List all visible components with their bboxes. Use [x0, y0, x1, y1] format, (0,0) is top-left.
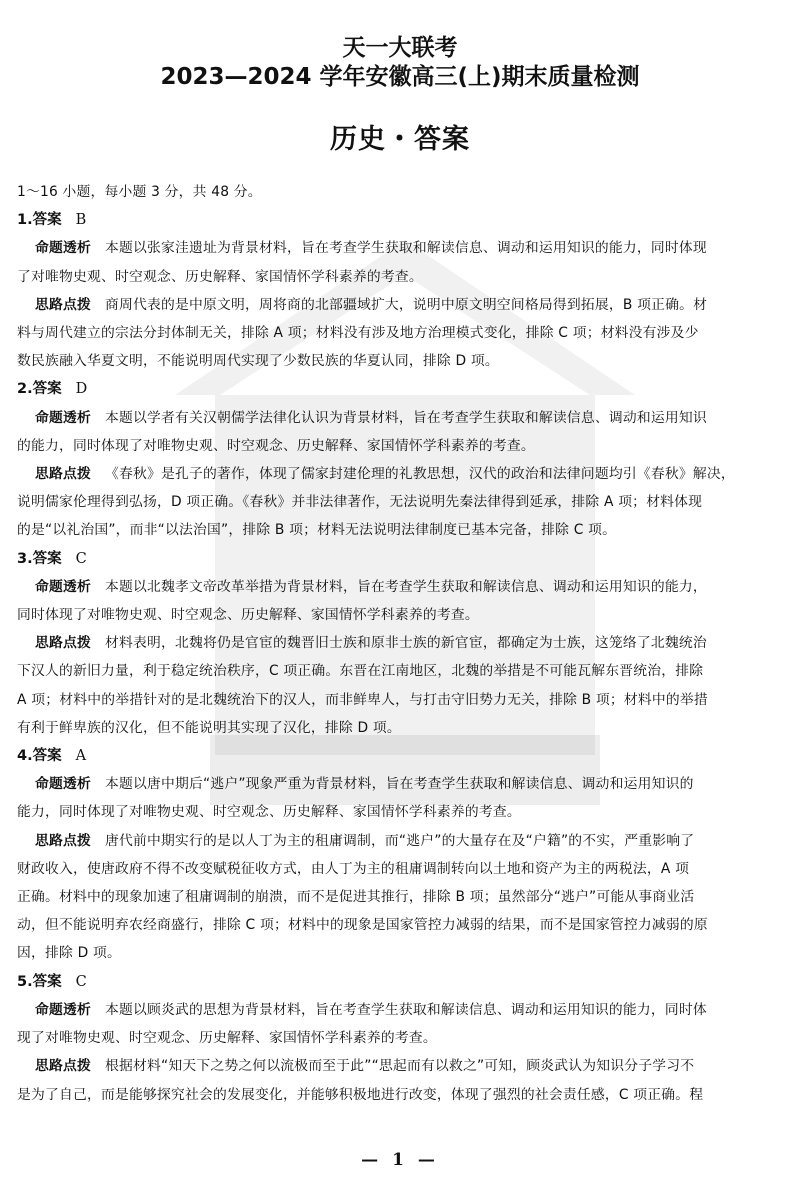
exam-name-title: 2023—2024 学年安徽高三(上)期末质量检测 [160, 64, 640, 90]
line-text: 同时体现了对唯物史观、时空观念、历史解释、家国情怀学科素养的考查。 [17, 607, 479, 624]
text-line [17, 347, 782, 375]
text-line [17, 573, 782, 601]
line-text: 的能力，同时体现了对唯物史观、时空观念、历史解释、家国情怀学科素养的考查。 [17, 437, 535, 454]
answer-letter: A [75, 748, 87, 765]
thinking-label: 思路点拨 [35, 1058, 91, 1075]
text-line [17, 939, 782, 967]
answer-label: 答案 [32, 212, 62, 229]
question-block [17, 742, 782, 968]
text-line [17, 601, 782, 629]
text-line [17, 686, 782, 714]
line-text: 根据材料“知天下之势之何以流极而至于此”“思起而有以救之”可知，顾炎武认为知识分子学习不 [105, 1058, 695, 1075]
question-number: 4. [17, 748, 33, 765]
answer-label: 答案 [32, 550, 62, 567]
thinking-paragraph [17, 1052, 782, 1108]
line-text: 财政收入，使唐政府不得不改变赋税征收方式，由人丁为主的租庸调制转向以土地和资产为主的两税法，A 项 [17, 860, 690, 877]
analysis-label: 命题透析 [35, 1001, 91, 1018]
thinking-paragraph [17, 460, 782, 545]
line-text: 本题以北魏孝文帝改革举措为背景材料，旨在考查学生获取和解读信息、调动和运用知识的能力， [105, 578, 707, 595]
answer-line [17, 375, 782, 403]
analysis-paragraph [17, 573, 782, 629]
line-text: 《春秋》是孔子的著作，体现了儒家封建伦理的礼教思想，汉代的政治和法律问题均引《春秋》解决， [105, 466, 735, 483]
answer-content [17, 178, 782, 1109]
line-text: 本题以张家洼遗址为背景材料，旨在考查学生获取和解读信息、调动和运用知识的能力，同时体现 [105, 240, 707, 257]
text-line [17, 629, 782, 657]
text-line [17, 911, 782, 939]
line-text: 了对唯物史观、时空观念、历史解释、家国情怀学科素养的考查。 [17, 268, 423, 285]
line-text: 能力，同时体现了对唯物史观、时空观念、历史解释、家国情怀学科素养的考查。 [17, 804, 521, 821]
text-line [17, 1081, 782, 1109]
analysis-paragraph [17, 770, 782, 826]
page-number: — 1 — [361, 1150, 439, 1170]
thinking-label: 思路点拨 [35, 296, 91, 313]
analysis-label: 命题透析 [35, 776, 91, 793]
text-line [17, 404, 782, 432]
line-text: 是为了自己，而是能够探究社会的发展变化，并能够积极地进行改变，体现了强烈的社会责任感，C 项正确。程 [17, 1086, 704, 1103]
line-text: 动，但不能说明弃农经商盛行，排除 C 项；材料中的现象是国家管控力减弱的结果，而不是国家管控力减弱的原 [17, 917, 708, 934]
line-text: A 项；材料中的举措针对的是北魏统治下的汉人，而非鲜卑人，与打击守旧势力无关，排除 B 项；材料中的举措 [17, 691, 708, 708]
line-text: 本题以学者有关汉朝儒学法律化认识为背景材料，旨在考查学生获取和解读信息、调动和运用知识 [105, 409, 707, 426]
thinking-paragraph [17, 629, 782, 742]
line-text: 商周代表的是中原文明，周将商的北部疆域扩大，说明中原文明空间格局得到拓展，B 项正确。材 [105, 296, 708, 313]
scoring-intro: 1～16 小题，每小题 3 分，共 48 分。 [17, 184, 262, 200]
question-number: 1. [17, 212, 33, 229]
question-block [17, 545, 782, 742]
text-line [17, 319, 782, 347]
text-line [17, 432, 782, 460]
text-line [17, 996, 782, 1024]
line-text: 材料表明，北魏将仍是官宦的魏晋旧士族和原非士族的新官宦，都确定为士族，这笼络了北魏统治 [105, 635, 707, 652]
question-number: 5. [17, 973, 33, 990]
text-line [17, 855, 782, 883]
answer-line [17, 742, 782, 770]
question-block [17, 968, 782, 1109]
answer-letter: B [75, 212, 87, 229]
line-text: 因，排除 D 项。 [17, 945, 121, 962]
text-line [17, 1024, 782, 1052]
thinking-label: 思路点拨 [35, 635, 91, 652]
line-text: 正确。材料中的现象加速了租庸调制的崩溃，而不是促进其推行，排除 B 项；虽然部分“逃户”可能从事商业活 [17, 889, 695, 906]
analysis-paragraph [17, 404, 782, 460]
subject-title: 历史・答案 [330, 124, 470, 155]
exam-org-title: 天一大联考 [342, 35, 458, 61]
line-text: 说明儒家伦理得到弘扬，D 项正确。《春秋》并非法律著作，无法说明先秦法律得到延承，排除 A 项；材料体现 [17, 494, 703, 511]
text-line [17, 516, 782, 544]
line-text: 下汉人的新旧力量，利于稳定统治秩序，C 项正确。东晋在江南地区，北魏的举措是不可能瓦解东晋统治，排除 [17, 663, 704, 680]
line-text: 本题以顾炎武的思想为背景材料，旨在考查学生获取和解读信息、调动和运用知识的能力，同时体 [105, 1001, 707, 1018]
thinking-paragraph [17, 291, 782, 376]
line-text: 现了对唯物史观、时空观念、历史解释、家国情怀学科素养的考查。 [17, 1030, 437, 1047]
line-text: 本题以唐中期后“逃户”现象严重为背景材料，旨在考查学生获取和解读信息、调动和运用知识的 [105, 776, 694, 793]
text-line [17, 234, 782, 262]
answer-label: 答案 [32, 973, 62, 990]
text-line [17, 827, 782, 855]
document-header [0, 0, 800, 160]
answer-letter: D [75, 381, 88, 398]
question-block [17, 206, 782, 375]
text-line [17, 798, 782, 826]
text-line [17, 770, 782, 798]
thinking-label: 思路点拨 [35, 832, 91, 849]
analysis-paragraph [17, 996, 782, 1052]
thinking-label: 思路点拨 [35, 466, 91, 483]
answer-label: 答案 [32, 381, 62, 398]
answer-line [17, 545, 782, 573]
answer-line [17, 206, 782, 234]
text-line [17, 657, 782, 685]
question-number: 3. [17, 550, 33, 567]
text-line [17, 1052, 782, 1080]
question-number: 2. [17, 381, 33, 398]
answer-letter: C [75, 973, 87, 990]
line-text: 有利于鲜卑族的汉化，但不能说明其实现了汉化，排除 D 项。 [17, 719, 401, 736]
answer-label: 答案 [32, 748, 62, 765]
text-line [17, 263, 782, 291]
answer-line [17, 968, 782, 996]
question-block [17, 375, 782, 544]
line-text: 唐代前中期实行的是以人丁为主的租庸调制，而“逃户”的大量存在及“户籍”的不实，严重影响了 [105, 832, 695, 849]
line-text: 的是“以礼治国”，而非“以法治国”，排除 B 项；材料无法说明法律制度已基本完备，排除 C 项。 [17, 522, 617, 539]
analysis-label: 命题透析 [35, 578, 91, 595]
text-line [17, 883, 782, 911]
text-line [17, 460, 782, 488]
text-line [17, 488, 782, 516]
analysis-label: 命题透析 [35, 240, 91, 257]
text-line [17, 291, 782, 319]
thinking-paragraph [17, 827, 782, 968]
line-text: 数民族融入华夏文明，不能说明周代实现了少数民族的华夏认同，排除 D 项。 [17, 353, 499, 370]
analysis-paragraph [17, 234, 782, 290]
answer-letter: C [75, 550, 87, 567]
line-text: 料与周代建立的宗法分封体制无关，排除 A 项；材料没有涉及地方治理模式变化，排除 C 项；材料没有涉及少 [17, 325, 699, 342]
question-list [17, 206, 782, 1109]
analysis-label: 命题透析 [35, 409, 91, 426]
text-line [17, 714, 782, 742]
